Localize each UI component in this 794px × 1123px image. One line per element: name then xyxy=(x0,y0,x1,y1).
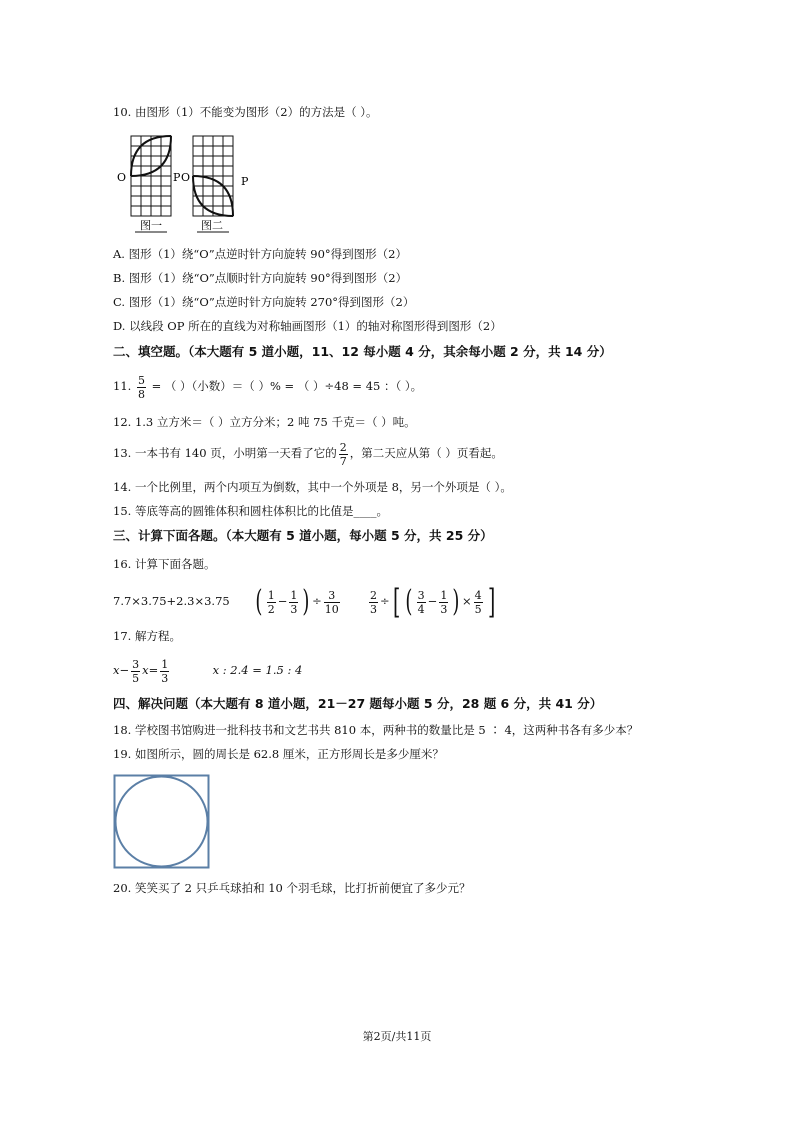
q19-circle-square-figure xyxy=(113,774,211,870)
q11 xyxy=(113,372,422,401)
q13-frac-den: 7 xyxy=(339,454,347,468)
e3-op: ÷ xyxy=(380,594,390,608)
e3-g: 4 xyxy=(474,588,482,602)
grid-figure-1 xyxy=(131,136,171,216)
q11-frac-num: 5 xyxy=(137,373,145,387)
q11-fraction xyxy=(137,374,146,401)
section4-title: 四、解决问题（本大题有 8 道小题，21－27 题每小题 5 分，28 题 6 分，共 41 分） xyxy=(113,696,603,711)
label-o-1: O xyxy=(117,171,127,184)
e3-c: 3 xyxy=(417,588,425,602)
eq1-c: 1 xyxy=(161,657,169,671)
q11-num: 11. xyxy=(113,379,132,393)
q13-pre: 13. 一本书有 140 页，小明第一天看了它的 xyxy=(113,446,337,460)
caption-figure-1: 图一 xyxy=(140,219,162,232)
e3-d: 4 xyxy=(417,602,425,616)
section2-title: 二、填空题。（本大题有 5 道小题，11、12 每小题 4 分，其余每小题 2 分，共 14 分） xyxy=(113,344,612,359)
q13-post: ，第二天应从第（ ）页看起。 xyxy=(349,446,503,460)
e3-h: 5 xyxy=(474,602,482,616)
e2-e: 3 xyxy=(324,589,340,603)
q12: 12. 1.3 立方米＝（ ）立方分米；2 吨 75 千克＝（ ）吨。 xyxy=(113,415,416,429)
circle-shape xyxy=(116,777,208,867)
e3-b: 3 xyxy=(370,602,378,616)
e3-e: 1 xyxy=(440,588,448,602)
eq1-x2: x xyxy=(142,663,149,677)
q15: 15. 等底等高的圆锥体积和圆柱体积比的比值是____。 xyxy=(113,504,388,518)
q19: 19. 如图所示，圆的周长是 62.8 厘米，正方形周长是多少厘米？ xyxy=(113,747,444,761)
caption-figure-2: 图二 xyxy=(201,219,223,232)
eq1-x: x xyxy=(113,663,120,677)
q10-figure xyxy=(113,128,263,238)
q10-option-b: B. 图形（1）绕“O”点顺时针方向旋转 90°得到图形（2） xyxy=(113,271,408,285)
q10-stem: 10. 由图形（1）不能变为图形（2）的方法是（ ）。 xyxy=(113,105,378,119)
label-p-1: P xyxy=(173,171,181,184)
q13-fraction xyxy=(339,441,348,468)
q10-option-d: D. 以线段 OP 所在的直线为对称轴画图形（1）的轴对称图形得到图形（2） xyxy=(113,319,502,333)
section3-title: 三、计算下面各题。（本大题有 5 道小题，每小题 5 分，共 25 分） xyxy=(113,528,493,543)
q13 xyxy=(113,438,503,468)
e2-d: 3 xyxy=(290,602,298,616)
e3-f: 3 xyxy=(440,602,448,616)
label-p-2: P xyxy=(241,175,249,188)
eq1-minus: − xyxy=(119,663,130,677)
eq1-eq: = xyxy=(148,663,159,677)
q17-eq-1 xyxy=(113,657,175,685)
page-footer: 第2页/共11页 xyxy=(362,1030,432,1043)
eq1-d: 3 xyxy=(161,671,169,685)
e3-a: 2 xyxy=(370,588,378,602)
q17-stem: 17. 解方程。 xyxy=(113,629,181,643)
e2-a: 1 xyxy=(267,588,275,602)
q18: 18. 学校图书馆购进一批科技书和文艺书共 810 本，两种书的数量比是 5 ∶ 4，这两种书各有多少本？ xyxy=(113,723,639,737)
eq1-b: 5 xyxy=(132,671,140,685)
q16-expressions xyxy=(113,582,498,622)
e2-op: ÷ xyxy=(312,594,322,608)
q20: 20. 笑笑买了 2 只乒乓球拍和 10 个羽毛球，比打折前便宜了多少元？ xyxy=(113,881,471,895)
q17-equations xyxy=(113,654,302,686)
q16-stem: 16. 计算下面各题。 xyxy=(113,557,216,571)
q16-expr-1: 7.7×3.75+2.3×3.75 xyxy=(113,594,230,608)
e2-f: 10 xyxy=(324,602,339,616)
q16-expr-3: $\frac{2}{3}$ ÷[ ( $\frac{3}{4}$ − $\frac{1}{3}$ ) × $\frac{4}{5}$ ] xyxy=(370,582,495,622)
eq1-a: 3 xyxy=(132,657,140,671)
q16-expr-2: ( $\frac{1}{2}$ − $\frac{1}{3}$ ) ÷ $\frac{3}{10}$ xyxy=(255,584,339,619)
grid-figure-2 xyxy=(193,136,233,216)
q13-frac-num: 2 xyxy=(339,440,347,454)
e2-b: 2 xyxy=(267,602,275,616)
q17-eq-2: x : 2.4 = 1.5 : 4 xyxy=(212,663,303,677)
q10-option-a: A. 图形（1）绕“O”点逆时针方向旋转 90°得到图形（2） xyxy=(113,247,407,261)
q10-option-c: C. 图形（1）绕“O”点逆时针方向旋转 270°得到图形（2） xyxy=(113,295,415,309)
e2-c: 1 xyxy=(290,588,298,602)
label-o-2: O xyxy=(181,171,191,184)
q11-frac-den: 8 xyxy=(137,387,145,401)
q11-rest: = （ ）（小数）＝（ ）% = （ ）÷48 = 45 ：（ ）。 xyxy=(151,379,423,393)
q14: 14. 一个比例里，两个内项互为倒数，其中一个外项是 8，另一个外项是（ ）。 xyxy=(113,480,512,494)
